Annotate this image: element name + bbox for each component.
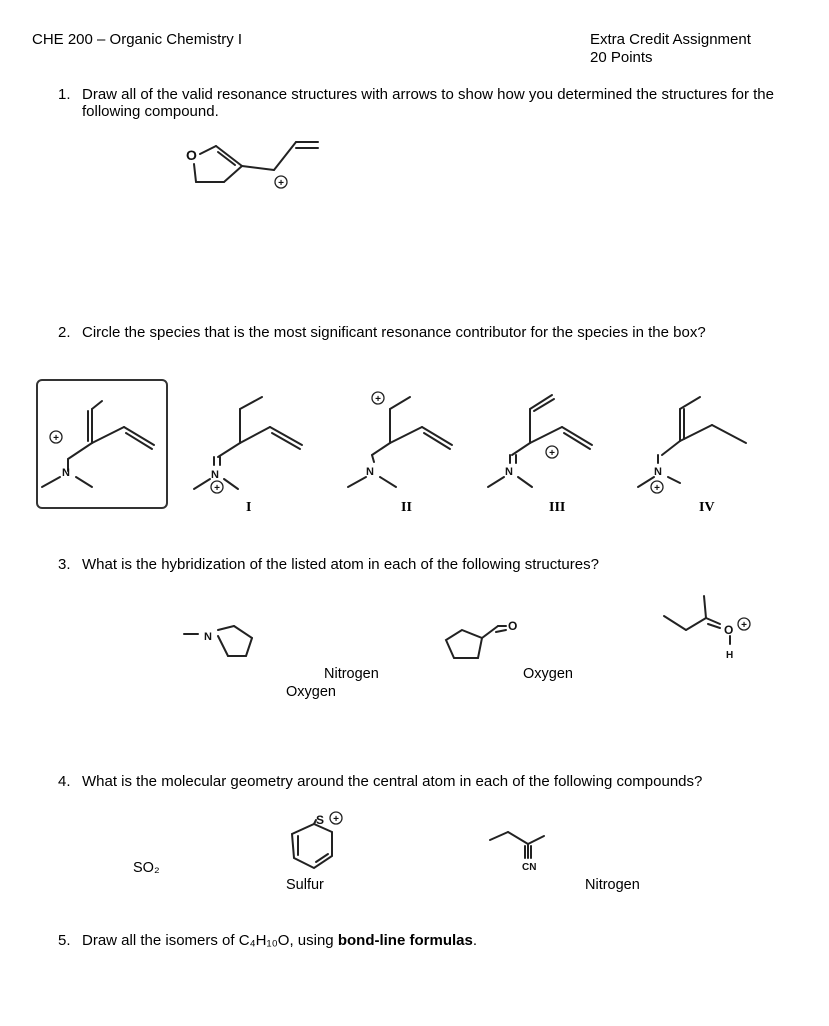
assignment-title: Extra Credit Assignment	[590, 31, 751, 48]
structure-I-nitrogen-label: N	[211, 469, 219, 481]
q4-label-nitrogen: Nitrogen	[585, 877, 640, 893]
q1-oxygen-label: O	[186, 147, 197, 163]
boxed-nitrogen-label: N	[62, 467, 70, 479]
q3-oxonium-molecule	[660, 592, 770, 672]
structure-I-molecule	[190, 379, 320, 499]
choice-II-label[interactable]: II	[401, 500, 412, 515]
question-4	[58, 773, 702, 790]
choice-I-label[interactable]: I	[246, 500, 252, 515]
svg-text:+: +	[549, 448, 555, 459]
question-2-text: Circle the species that is the most significant resonance contributor for the species in the box?	[82, 324, 706, 341]
svg-text:+: +	[654, 483, 660, 494]
q3-label-oxygen-1: Oxygen	[286, 684, 336, 700]
structure-IV-molecule	[628, 379, 758, 499]
structure-II-nitrogen-label: N	[366, 466, 374, 478]
course-title: CHE 200 – Organic Chemistry I	[32, 31, 243, 48]
boxed-species-molecule	[36, 379, 166, 507]
question-1-text-line1: Draw all of the valid resonance structures with arrows to show how you determined the structures for the	[82, 86, 774, 103]
question-5-number: 5.	[58, 932, 71, 949]
q4-label-sulfur: Sulfur	[286, 877, 324, 893]
question-3	[58, 556, 599, 573]
q4-cyano-label: CN	[522, 862, 537, 873]
svg-text:+: +	[214, 483, 220, 494]
q3-aldehyde-molecule	[438, 608, 528, 668]
assignment-points: 20 Points	[590, 49, 653, 66]
question-3-number: 3.	[58, 556, 71, 573]
question-4-text: What is the molecular geometry around the central atom in each of the following compounds?	[82, 773, 703, 790]
question-5-text-bold: bond-line formulas	[337, 932, 473, 949]
question-1	[58, 86, 774, 120]
q4-sulfur-label: S	[316, 813, 325, 827]
structure-IV-nitrogen-label: N	[654, 466, 662, 478]
q3-aldehyde-oxygen-label: O	[508, 619, 518, 633]
q3-pyrrolidine-molecule	[182, 612, 262, 667]
q1-molecule	[180, 130, 330, 200]
question-3-text: What is the hybridization of the listed atom in each of the following structures?	[82, 556, 599, 573]
question-1-text-line2: following compound.	[82, 103, 219, 120]
structure-II-molecule	[338, 379, 468, 499]
svg-text:+: +	[375, 394, 381, 405]
svg-text:+: +	[278, 178, 284, 189]
svg-text:+: +	[333, 814, 339, 825]
q3-hydrogen-label: H	[726, 650, 734, 661]
structure-III-nitrogen-label: N	[505, 466, 513, 478]
question-4-number: 4.	[58, 773, 71, 790]
question-2	[58, 324, 706, 341]
q4-label-so2: SO₂	[133, 860, 160, 876]
question-1-number: 1.	[58, 86, 71, 103]
q3-nitrogen-label: N	[204, 631, 212, 643]
question-5	[58, 932, 477, 949]
q3-label-nitrogen: Nitrogen	[324, 666, 379, 682]
choice-IV-label[interactable]: IV	[699, 500, 715, 515]
q4-sulfur-ring-molecule	[280, 806, 360, 876]
question-5-text-prefix: Draw all the isomers of C₄H₁₀O, using	[82, 932, 338, 949]
q4-nitrile-molecule	[488, 828, 558, 876]
svg-text:+: +	[741, 620, 747, 631]
structure-III-molecule	[480, 379, 610, 499]
question-2-number: 2.	[58, 324, 71, 341]
svg-text:+: +	[53, 433, 59, 444]
q3-oxonium-oxygen-label: O	[724, 623, 734, 637]
choice-III-label[interactable]: III	[549, 500, 566, 515]
q3-label-oxygen-2: Oxygen	[523, 666, 573, 682]
question-5-text-suffix: .	[472, 932, 477, 949]
